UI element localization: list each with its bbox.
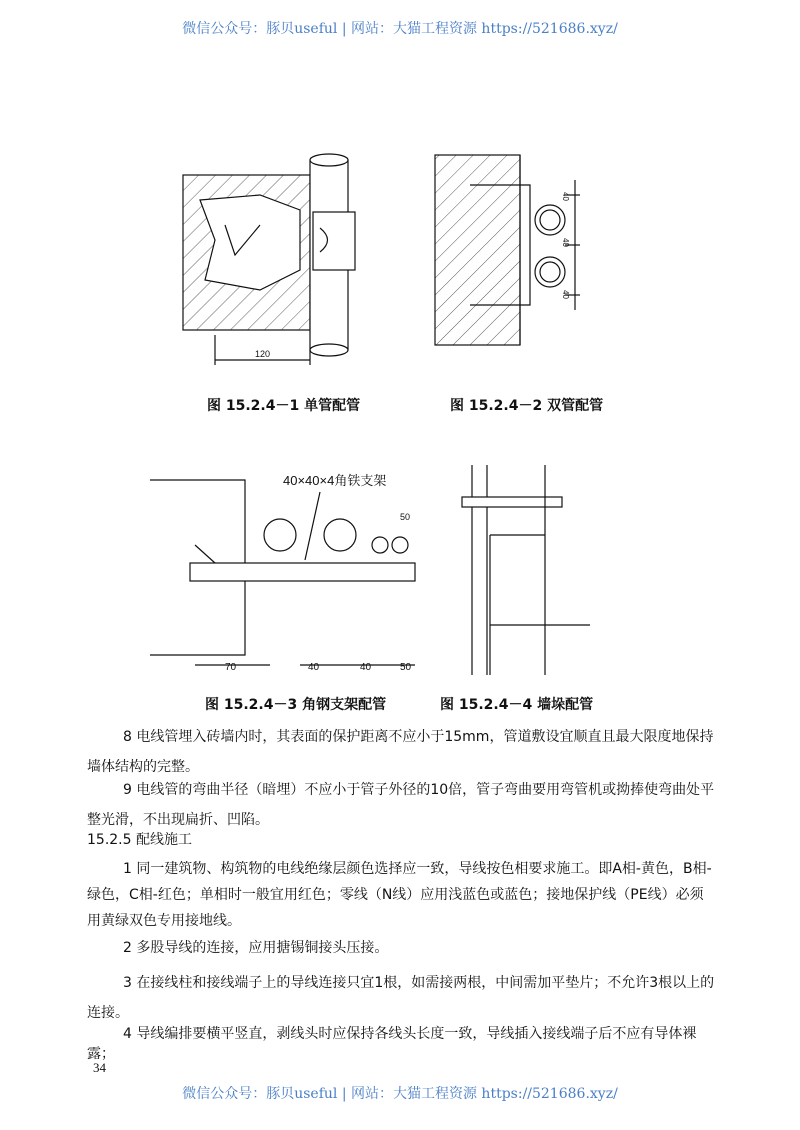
watermark-top: 微信公众号：豚贝useful | 网站：大猫工程资源 https://521686.xyz/: [182, 21, 618, 37]
figure-wall-pier: [462, 465, 590, 675]
list-item: 1 同一建筑物、构筑物的电线绝缘层颜色选择应一致，导线按色相要求施工。即A相-黄色，B相-绿色，C相-红色；单相时一般宜用红色；零线（N线）应用浅蓝色或蓝色；接地保护线（PE线）必须用黄绿双色专用接地线。: [87, 861, 712, 929]
dim-label: 40: [561, 192, 570, 201]
section-heading: 15.2.5 配线施工: [87, 832, 192, 848]
list-item: 3 在接线柱和接线端子上的导线连接只宜1根，如需接两根，中间需加平垫片；不允许3根以上的连接。: [87, 975, 715, 1021]
figure-double-pipe: [435, 155, 580, 345]
figure-caption: 图 15.2.4－1 单管配管: [207, 398, 361, 414]
figure-caption: 图 15.2.4－2 双管配管: [450, 398, 604, 414]
figure-angle-steel: [150, 473, 415, 673]
bracket-label: 40×40×4角铁支架: [283, 473, 387, 488]
dim-label: 120: [255, 349, 271, 359]
figure-single-pipe: [183, 154, 355, 365]
page-number: 34: [93, 1060, 106, 1075]
dim-label: 40: [308, 662, 320, 673]
figure-caption: 图 15.2.4－4 墙垛配管: [440, 697, 594, 713]
list-item: 2 多股导线的连接，应用搪锡铜接头压接。: [123, 940, 389, 956]
dim-label: 50: [400, 662, 412, 673]
watermark-bottom: 微信公众号：豚贝useful | 网站：大猫工程资源 https://521686.xyz/: [182, 1086, 618, 1102]
figure-caption: 图 15.2.4－3 角钢支架配管: [205, 697, 387, 713]
dim-label: 40: [561, 238, 570, 247]
paragraph: 9 电线管的弯曲半径（暗埋）不应小于管子外径的10倍，管子弯曲要用弯管机或拗捧使弯曲处平整光滑，不出现扁折、凹陷。: [87, 782, 715, 828]
dim-label: 70: [225, 662, 237, 673]
dim-label: 40: [360, 662, 372, 673]
dim-label: 50: [400, 512, 411, 522]
paragraph: 8 电线管埋入砖墙内时，其表面的保护距离不应小于15mm，管道敷设宜顺直且最大限度地保持墙体结构的完整。: [87, 729, 714, 775]
list-item: 4 导线编排要横平竖直，剥线头时应保持各线头长度一致，导线插入接线端子后不应有导体裸露；: [87, 1026, 697, 1062]
dim-label: 40: [561, 290, 570, 299]
